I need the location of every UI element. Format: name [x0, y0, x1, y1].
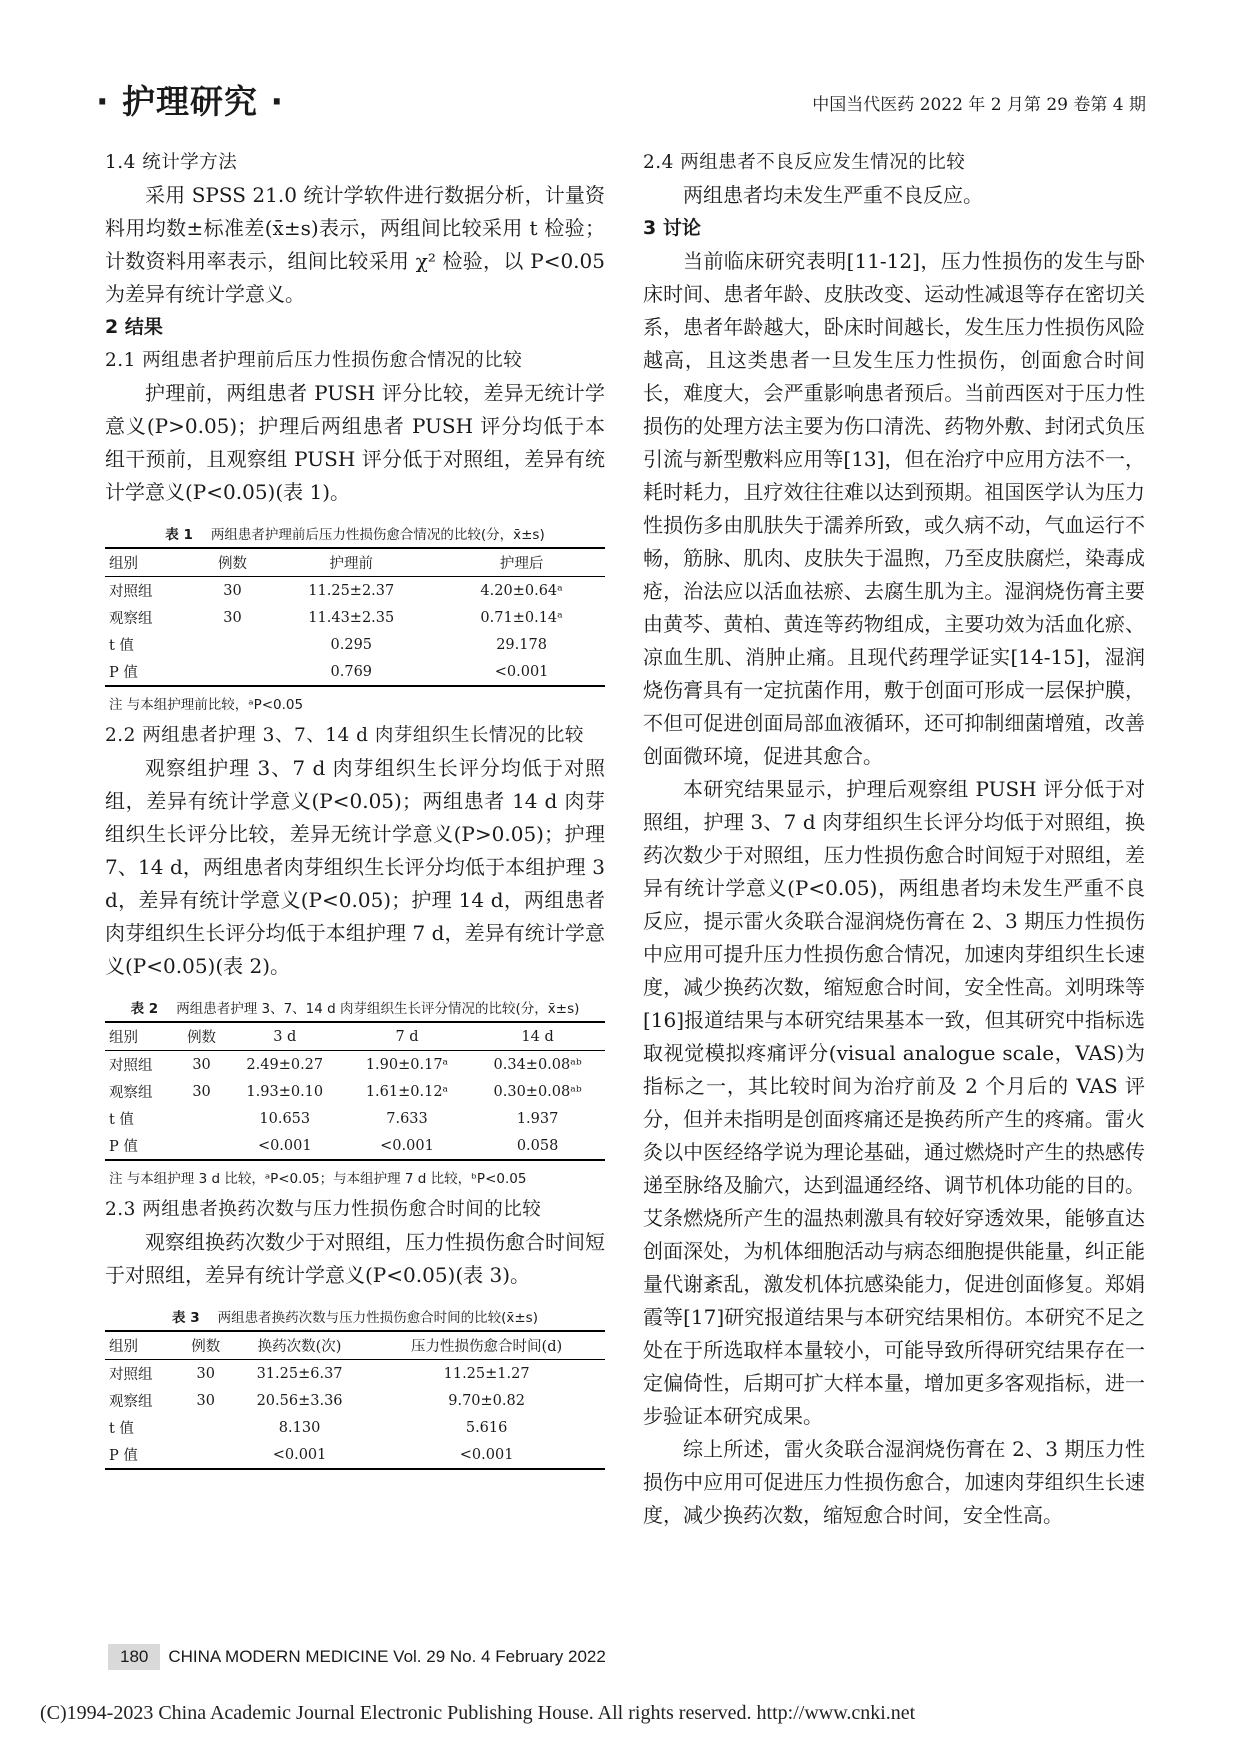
table-cell: 10.653 [259, 1110, 311, 1127]
table-row [105, 658, 605, 686]
table-cell: t 值 [109, 1112, 134, 1128]
paragraph-3-3: 综上所述，雷火灸联合湿润烧伤膏在 2、3 期压力性损伤中应用可促进压力性损伤愈合，加速肉芽组织生长速度，减少换药次数，缩短愈合时间，安全性高。 [643, 1437, 1145, 1527]
table-cell: <0.001 [272, 1446, 327, 1463]
table-cell: 7.633 [386, 1110, 428, 1127]
table-cell: 30 [196, 1365, 215, 1382]
table-header-cell: 例数 [181, 1331, 231, 1360]
table-cell [177, 1105, 225, 1132]
table-row [105, 1441, 605, 1469]
table-cell: P 值 [109, 665, 138, 681]
table-cell [181, 1414, 231, 1441]
journal-issue-line: 中国当代医药 2022 年 2 月第 29 卷第 4 期 [812, 95, 1146, 115]
table-header-cell: 例数 [201, 548, 265, 577]
table-1-caption [105, 523, 605, 543]
table-cell: 1.937 [516, 1110, 559, 1127]
page-number: 180 [108, 1644, 160, 1670]
table-2-label: 表 2 [130, 1001, 159, 1017]
table-2-note: 注 与本组护理 3 d 比较，ᵃP<0.05；与本组护理 7 d 比较，ᵇP<0.05 [109, 1171, 527, 1187]
table-cell [181, 1441, 231, 1469]
table-header-cell: 换药次数(次) [231, 1331, 368, 1360]
table-cell: 30 [223, 582, 242, 599]
heading-2-4: 2.4 两组患者不良反应发生情况的比较 [643, 152, 966, 173]
table-cell [177, 1132, 225, 1160]
table-row [105, 1051, 605, 1079]
table-3-grid [105, 1330, 605, 1470]
table-header-cell: 14 d [470, 1022, 605, 1051]
table-cell: 0.769 [330, 663, 373, 680]
table-cell: 9.70±0.82 [448, 1392, 525, 1409]
table-cell: 0.34±0.08ᵃᵇ [493, 1056, 582, 1073]
table-2-caption [105, 997, 605, 1017]
table-cell: 29.178 [496, 636, 547, 653]
table-cell: 8.130 [278, 1419, 321, 1436]
table-cell: 对照组 [109, 1367, 153, 1383]
section-tag: · 护理研究 · [96, 82, 285, 121]
journal-english-line: CHINA MODERN MEDICINE Vol. 29 No. 4 February 2022 [168, 1647, 606, 1666]
table-cell: 观察组 [109, 1085, 153, 1101]
table-row [105, 577, 605, 605]
paragraph-2-2: 观察组护理 3、7 d 肉芽组织生长评分均低于对照组，差异有统计学意义(P<0.05)；两组患者 14 d 肉芽组织生长评分比较，差异无统计学意义(P>0.05)；护理 7、14 d，两组患者肉芽组织生长评分均低于本组护理 3 d，差异有统计学意义(P<0.05)；护理 14 d，两组患者肉芽组织生长评分均低于本组护理 7 d，差异有统计学意义(P<0.05)(表 2)。 [105, 756, 605, 978]
heading-1-4: 1.4 统计学方法 [105, 152, 238, 173]
table-1-note: 注 与本组护理前比较，ᵃP<0.05 [109, 697, 304, 713]
table-cell: 11.43±2.35 [308, 609, 395, 626]
table-row [105, 1105, 605, 1132]
table-cell: 对照组 [109, 584, 153, 600]
table-cell: 20.56±3.36 [256, 1392, 343, 1409]
table-1 [105, 523, 605, 713]
table-header-cell: 7 d [344, 1022, 470, 1051]
table-header-cell: 组别 [105, 1331, 181, 1360]
table-row [105, 1132, 605, 1160]
table-row [105, 604, 605, 631]
table-cell: 0.058 [516, 1137, 559, 1154]
table-header-cell: 压力性损伤愈合时间(d) [368, 1331, 605, 1360]
table-cell: P 值 [109, 1139, 138, 1155]
table-2 [105, 997, 605, 1187]
table-cell: 30 [192, 1083, 211, 1100]
table-1-label: 表 1 [165, 527, 193, 543]
table-cell: 对照组 [109, 1058, 153, 1074]
table-cell: 31.25±6.37 [256, 1365, 343, 1382]
table-row [105, 1078, 605, 1105]
table-cell: 2.49±0.27 [246, 1056, 324, 1073]
table-cell: 观察组 [109, 1394, 153, 1410]
paragraph-1-4: 采用 SPSS 21.0 统计学软件进行数据分析，计量资料用均数±标准差(x̄±s)表示，两组间比较采用 t 检验；计数资料用率表示，组间比较采用 χ² 检验，以 P<0.05 为差异有统计学意义。 [105, 183, 605, 306]
table-cell: <0.001 [257, 1137, 312, 1154]
table-cell: <0.001 [459, 1446, 514, 1463]
table-cell: 0.295 [330, 636, 373, 653]
table-cell: 30 [192, 1056, 211, 1073]
table-3 [105, 1306, 605, 1470]
table-header-cell: 组别 [105, 1022, 177, 1051]
paragraph-2-1: 护理前，两组患者 PUSH 评分比较，差异无统计学意义(P>0.05)；护理后两组患者 PUSH 评分均低于本组干预前，且观察组 PUSH 评分低于对照组，差异有统计学意义(P<0.05)(表 1)。 [105, 381, 605, 504]
left-column [105, 146, 605, 1476]
table-cell: <0.001 [494, 663, 549, 680]
table-3-caption [105, 1306, 605, 1326]
table-cell: 0.71±0.14ᵃ [480, 609, 563, 626]
table-cell: 11.25±2.37 [308, 582, 395, 599]
table-3-title: 两组患者换药次数与压力性损伤愈合时间的比较(x̄±s) [217, 1310, 538, 1326]
table-cell: 1.61±0.12ᵃ [365, 1083, 449, 1100]
table-cell [201, 631, 265, 658]
table-cell: t 值 [109, 1421, 134, 1437]
table-row [105, 1414, 605, 1441]
copyright-line: (C)1994-2023 China Academic Journal Electronic Publishing House. All rights reserved. http://www.cnki.net [40, 1702, 916, 1724]
table-cell: 5.616 [465, 1419, 508, 1436]
table-header-cell: 3 d [226, 1022, 344, 1051]
right-column [643, 146, 1145, 1532]
table-header-cell: 组别 [105, 548, 201, 577]
table-cell: <0.001 [380, 1137, 434, 1154]
table-cell: 4.20±0.64ᵃ [480, 582, 563, 599]
heading-2-1: 2.1 两组患者护理前后压力性损伤愈合情况的比较 [105, 350, 523, 371]
heading-2-3: 2.3 两组患者换药次数与压力性损伤愈合时间的比较 [105, 1199, 542, 1220]
table-cell: 11.25±1.27 [443, 1365, 530, 1382]
table-cell: 0.30±0.08ᵃᵇ [493, 1083, 582, 1100]
table-row [105, 1360, 605, 1388]
table-header-cell: 护理前 [264, 548, 438, 577]
paragraph-3-1: 当前临床研究表明[11-12]，压力性损伤的发生与卧床时间、患者年龄、皮肤改变、运动性减退等存在密切关系，患者年龄越大，卧床时间越长，发生压力性损伤风险越高，且这类患者一旦发生压力性损伤，创面愈合时间长，难度大，会严重影响患者预后。当前西医对于压力性损伤的处理方法主要为伤口清洗、药物外敷、封闭式负压引流与新型敷料应用等[13]，但在治疗中应用方法不一，耗时耗力，且疗效往往难以达到预期。祖国医学认为压力性损伤多由肌肤失于濡养所致，或久病不动，气血运行不畅，筋脉、肌肉、皮肤失于温煦，乃至皮肤腐烂，染毒成疮，治法应以活血祛瘀、去腐生肌为主。湿润烧伤膏主要由黄芩、黄柏、黄连等药物组成，主要功效为活血化瘀、凉血生肌、消肿止痛。且现代药理学证实[14-15]，湿润烧伤膏具有一定抗菌作用，敷于创面可形成一层保护膜，不但可促进创面局部血液循环，还可抑制细菌增殖，改善创面微环境，促进其愈合。 [643, 249, 1145, 768]
table-cell: t 值 [109, 638, 134, 654]
table-2-title: 两组患者护理 3、7、14 d 肉芽组织生长评分情况的比较(分，x̄±s) [176, 1001, 580, 1017]
table-row [105, 1387, 605, 1414]
table-cell: 30 [196, 1392, 215, 1409]
table-cell: P 值 [109, 1448, 138, 1464]
table-2-grid [105, 1021, 605, 1161]
paragraph-3-2: 本研究结果显示，护理后观察组 PUSH 评分低于对照组，护理 3、7 d 肉芽组织生长评分均低于对照组，换药次数少于对照组，压力性损伤愈合时间短于对照组，差异有统计学意义(P<0.05)，两组患者均未发生严重不良反应，提示雷火灸联合湿润烧伤膏在 2、3 期压力性损伤中应用可提升压力性损伤愈合情况，加速肉芽组织生长速度，减少换药次数，缩短愈合时间，安全性高。刘明珠等[16]报道结果与本研究结果基本一致，但其研究中指标选取视觉模拟疼痛评分(visual analogue scale，VAS)为指标之一，其比较时间为治疗前及 2 个月后的 VAS 评分，但并未指明是创面疼痛还是换药所产生的疼痛。雷火灸以中医经络学说为理论基础，通过燃烧时产生的热感传递至脉络及腧穴，达到温通经络、调节机体功能的目的。艾条燃烧所产生的温热刺激具有较好穿透效果，能够直达创面深处，为机体细胞活动与病态细胞提供能量，纠正能量代谢紊乱，激发机体抗感染能力，促进创面修复。郑娟霞等[17]研究报道结果与本研究结果相仿。本研究不足之处在于所选取样本量较小，可能导致所得研究结果存在一定偏倚性，后期可扩大样本量，增加更多客观指标，进一步验证本研究成果。 [643, 777, 1145, 1428]
table-cell: 1.93±0.10 [246, 1083, 324, 1100]
table-cell: 30 [223, 609, 242, 626]
table-row [105, 631, 605, 658]
paragraph-2-4: 两组患者均未发生严重不良反应。 [683, 183, 983, 207]
page-header [96, 76, 1146, 124]
table-header-cell: 例数 [177, 1022, 225, 1051]
table-cell: 观察组 [109, 611, 153, 627]
table-cell: 1.90±0.17ᵃ [365, 1056, 449, 1073]
heading-2-2: 2.2 两组患者护理 3、7、14 d 肉芽组织生长情况的比较 [105, 725, 584, 746]
table-cell [201, 658, 265, 686]
heading-3: 3 讨论 [643, 217, 701, 239]
table-1-title: 两组患者护理前后压力性损伤愈合情况的比较(分，x̄±s) [210, 527, 545, 543]
heading-2: 2 结果 [105, 316, 163, 338]
table-3-label: 表 3 [172, 1310, 200, 1326]
table-header-cell: 护理后 [438, 548, 605, 577]
paragraph-2-3: 观察组换药次数少于对照组，压力性损伤愈合时间短于对照组，差异有统计学意义(P<0.05)(表 3)。 [105, 1230, 605, 1287]
page-footer [108, 1644, 648, 1674]
table-1-grid [105, 547, 605, 687]
